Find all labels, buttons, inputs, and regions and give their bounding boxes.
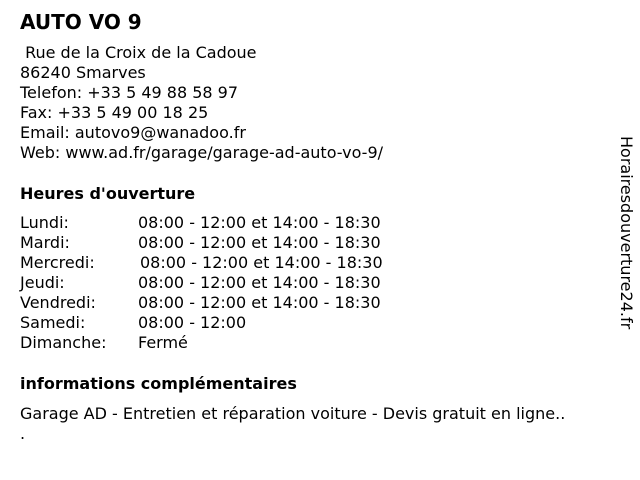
email-address: Email: autovo9@wanadoo.fr <box>20 123 246 142</box>
address-city: 86240 Smarves <box>20 63 146 82</box>
business-name: AUTO VO 9 <box>20 10 142 34</box>
hours-row-sunday <box>20 333 440 353</box>
hours-row-saturday <box>20 313 440 333</box>
additional-info-line: Garage AD - Entretien et réparation voiture - Devis gratuit en ligne.. <box>20 404 566 423</box>
day-hours: 08:00 - 12:00 <box>138 313 247 332</box>
phone-number: Telefon: +33 5 49 88 58 97 <box>20 83 239 102</box>
day-hours: 08:00 - 12:00 et 14:00 - 18:30 <box>138 273 381 292</box>
hours-row-thursday <box>20 273 440 293</box>
address-street: Rue de la Croix de la Cadoue <box>20 43 257 62</box>
day-hours: 08:00 - 12:00 et 14:00 - 18:30 <box>138 213 381 232</box>
contact-block <box>20 43 383 163</box>
hours-row-monday <box>20 213 440 233</box>
opening-hours-table <box>20 213 440 353</box>
day-label: Vendredi: <box>20 293 96 312</box>
additional-info-text <box>20 404 620 444</box>
day-label: Mardi: <box>20 233 70 252</box>
day-label: Lundi: <box>20 213 69 232</box>
day-hours: 08:00 - 12:00 et 14:00 - 18:30 <box>138 233 381 252</box>
day-label: Jeudi: <box>20 273 65 292</box>
day-hours: 08:00 - 12:00 et 14:00 - 18:30 <box>140 253 383 272</box>
hours-row-friday <box>20 293 440 313</box>
day-label: Samedi: <box>20 313 86 332</box>
additional-info-heading: informations complémentaires <box>20 374 297 393</box>
day-hours: Fermé <box>138 333 188 352</box>
hours-row-wednesday <box>20 253 440 273</box>
day-label: Mercredi: <box>20 253 95 272</box>
additional-info-continuation: . <box>20 424 26 443</box>
day-hours: 08:00 - 12:00 et 14:00 - 18:30 <box>138 293 381 312</box>
opening-hours-heading: Heures d'ouverture <box>20 184 196 203</box>
fax-number: Fax: +33 5 49 00 18 25 <box>20 103 209 122</box>
hours-row-tuesday <box>20 233 440 253</box>
website-address: Web: www.ad.fr/garage/garage-ad-auto-vo-9/ <box>20 143 384 162</box>
day-label: Dimanche: <box>20 333 107 352</box>
site-watermark: Horairesdouverture24.fr <box>617 136 636 330</box>
